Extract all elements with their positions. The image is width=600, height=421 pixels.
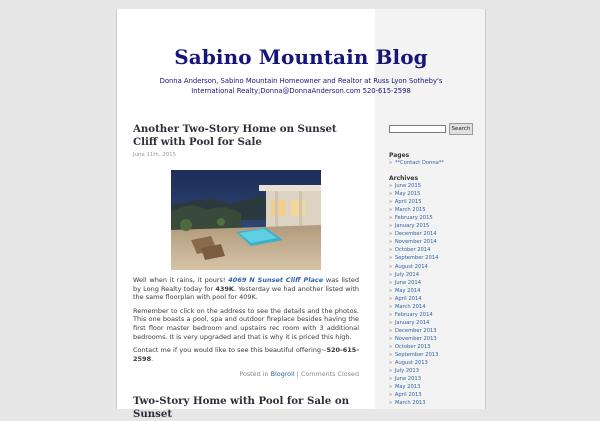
- bullet-icon: »: [389, 223, 393, 230]
- archive-item[interactable]: [389, 319, 479, 327]
- archive-item[interactable]: [389, 254, 479, 262]
- archive-link[interactable]: April 2013: [394, 392, 422, 399]
- phone-number: 520-615-2598: [133, 346, 359, 363]
- bullet-icon: »: [389, 343, 393, 350]
- bullet-icon: »: [389, 231, 393, 238]
- address-link[interactable]: 4069 N Sunset Cliff Place: [228, 276, 324, 284]
- archives-list: [389, 182, 479, 407]
- archive-link[interactable]: December 2013: [394, 327, 437, 334]
- archive-item[interactable]: [389, 287, 479, 295]
- post-date: June 11th, 2015: [133, 152, 176, 158]
- bullet-icon: »: [389, 327, 393, 334]
- bullet-icon: »: [389, 392, 393, 399]
- comments-status: Comments Closed: [300, 370, 359, 378]
- bullet-icon: »: [389, 368, 393, 375]
- archive-link[interactable]: February 2014: [394, 311, 433, 318]
- archive-item[interactable]: [389, 375, 479, 383]
- archives-heading: Archives: [389, 175, 419, 183]
- bullet-icon: »: [389, 255, 393, 262]
- archive-item[interactable]: [389, 311, 479, 319]
- post-title[interactable]: Another Two-Story Home on Sunset Cliff with Pool for Sale: [133, 123, 337, 148]
- archive-item[interactable]: [389, 206, 479, 214]
- archive-item[interactable]: [389, 295, 479, 303]
- archive-link[interactable]: May 2014: [394, 287, 421, 294]
- archive-link[interactable]: March 2015: [394, 207, 426, 214]
- blog-description: Donna Anderson, Sabino Mountain Homeowner and Realtor at Russ Lyon Sotheby's International Realty;Donna@DonnaAnderson.com 520-615-2598: [159, 77, 443, 95]
- bullet-icon: »: [389, 271, 393, 278]
- post-title-2[interactable]: Two-Story Home with Pool for Sale on Sunset: [133, 395, 350, 420]
- bullet-icon: »: [389, 247, 393, 254]
- header: [117, 9, 485, 109]
- bullet-icon: »: [389, 295, 393, 302]
- archive-item[interactable]: [389, 335, 479, 343]
- archive-item[interactable]: [389, 303, 479, 311]
- pages-heading: Pages: [389, 152, 410, 159]
- price: 439K: [215, 284, 234, 293]
- archive-link[interactable]: June 2013: [394, 376, 421, 383]
- bullet-icon: »: [389, 360, 393, 367]
- post-photo[interactable]: [171, 170, 321, 270]
- archive-link[interactable]: October 2013: [394, 343, 431, 350]
- archive-link[interactable]: September 2013: [394, 352, 439, 359]
- archive-link[interactable]: January 2015: [394, 223, 430, 230]
- category-link[interactable]: Blogroll: [270, 370, 295, 378]
- archive-link[interactable]: March 2014: [394, 303, 426, 310]
- archive-link[interactable]: September 2014: [394, 255, 439, 262]
- post-paragraph-1: [133, 276, 359, 302]
- blog-title[interactable]: Sabino Mountain Blog: [174, 45, 428, 69]
- bullet-icon: »: [389, 376, 393, 383]
- post-paragraph-3: [133, 346, 359, 363]
- archive-link[interactable]: May 2013: [394, 384, 421, 391]
- bullet-icon: »: [389, 215, 393, 222]
- pages-list: [389, 159, 479, 167]
- archive-item[interactable]: [389, 238, 479, 246]
- archive-link[interactable]: June 2015: [394, 183, 421, 190]
- search-input[interactable]: [389, 125, 446, 133]
- archive-item[interactable]: [389, 359, 479, 367]
- archive-link[interactable]: January 2014: [394, 319, 430, 326]
- archive-link[interactable]: November 2014: [394, 239, 437, 246]
- bullet-icon: »: [389, 239, 393, 246]
- archive-link[interactable]: March 2013: [394, 400, 426, 407]
- archive-item[interactable]: [389, 222, 479, 230]
- archive-item[interactable]: [389, 399, 479, 407]
- page-container: [116, 9, 486, 420]
- archive-item[interactable]: [389, 190, 479, 198]
- archive-link[interactable]: April 2014: [394, 295, 422, 302]
- pages-widget: [389, 152, 479, 167]
- archive-item[interactable]: [389, 263, 479, 271]
- bullet-icon: »: [389, 199, 393, 206]
- archive-link[interactable]: October 2014: [394, 247, 431, 254]
- main-content: [133, 123, 359, 420]
- post-paragraph-2: Remember to click on the address to see the details and the photos. This one boasts a pool, spa and outdoor fireplace besides having the first floor master bedroom and upstairs rec room with 3 additional bedrooms. It is very upgraded and that is why it is priced this high.: [133, 306, 359, 341]
- archive-item[interactable]: [389, 343, 479, 351]
- bullet-icon: »: [389, 352, 393, 359]
- text: was listed by Long Realty today for: [133, 276, 359, 293]
- bullet-icon: »: [389, 311, 393, 318]
- search-form: [389, 123, 479, 135]
- archive-link[interactable]: November 2013: [394, 335, 437, 342]
- search-button[interactable]: Search: [449, 123, 473, 135]
- archive-item[interactable]: [389, 279, 479, 287]
- archive-item[interactable]: [389, 383, 479, 391]
- archive-item[interactable]: [389, 198, 479, 206]
- page-item[interactable]: [389, 159, 479, 167]
- bullet-icon: »: [389, 263, 393, 270]
- text: .: [151, 354, 154, 363]
- archive-item[interactable]: [389, 367, 479, 375]
- archive-link[interactable]: June 2014: [394, 279, 421, 286]
- bullet-icon: »: [389, 279, 393, 286]
- archive-item[interactable]: [389, 230, 479, 238]
- bullet-icon: »: [389, 191, 393, 198]
- archive-link[interactable]: April 2015: [394, 199, 422, 206]
- bullet-icon: »: [389, 183, 393, 190]
- archive-link[interactable]: August 2014: [394, 263, 428, 270]
- separator: |: [294, 370, 301, 378]
- text: Well when it rains, it pours!: [133, 276, 229, 284]
- sidebar: [389, 123, 479, 407]
- bullet-icon: »: [389, 287, 393, 294]
- bullet-icon: »: [389, 335, 393, 342]
- archive-link[interactable]: July 2013: [394, 368, 420, 375]
- text: Contact me if you would like to see this beautiful offering~: [133, 346, 327, 355]
- posted-in-label: Posted in: [239, 370, 271, 378]
- archive-item[interactable]: [389, 271, 479, 279]
- archive-link[interactable]: December 2014: [394, 231, 437, 238]
- page-link[interactable]: **Contact Donna**: [394, 160, 444, 166]
- archive-item[interactable]: [389, 351, 479, 359]
- bullet-icon: »: [389, 160, 393, 166]
- post-meta: [133, 370, 359, 378]
- archive-link[interactable]: August 2013: [394, 360, 428, 367]
- bullet-icon: »: [389, 319, 393, 326]
- archive-item[interactable]: [389, 214, 479, 222]
- text: . Yesterday we had another listed with the same floorplan with pool for 409K.: [133, 284, 359, 302]
- archive-link[interactable]: February 2015: [394, 215, 433, 222]
- archive-item[interactable]: [389, 182, 479, 190]
- bullet-icon: »: [389, 384, 393, 391]
- archive-item[interactable]: [389, 327, 479, 335]
- archive-item[interactable]: [389, 246, 479, 254]
- bullet-icon: »: [389, 207, 393, 214]
- bullet-icon: »: [389, 400, 393, 407]
- archive-link[interactable]: May 2015: [394, 191, 421, 198]
- bullet-icon: »: [389, 303, 393, 310]
- post-body: [133, 276, 359, 368]
- archive-link[interactable]: July 2014: [394, 271, 420, 278]
- archives-widget: [389, 175, 479, 407]
- archive-item[interactable]: [389, 391, 479, 399]
